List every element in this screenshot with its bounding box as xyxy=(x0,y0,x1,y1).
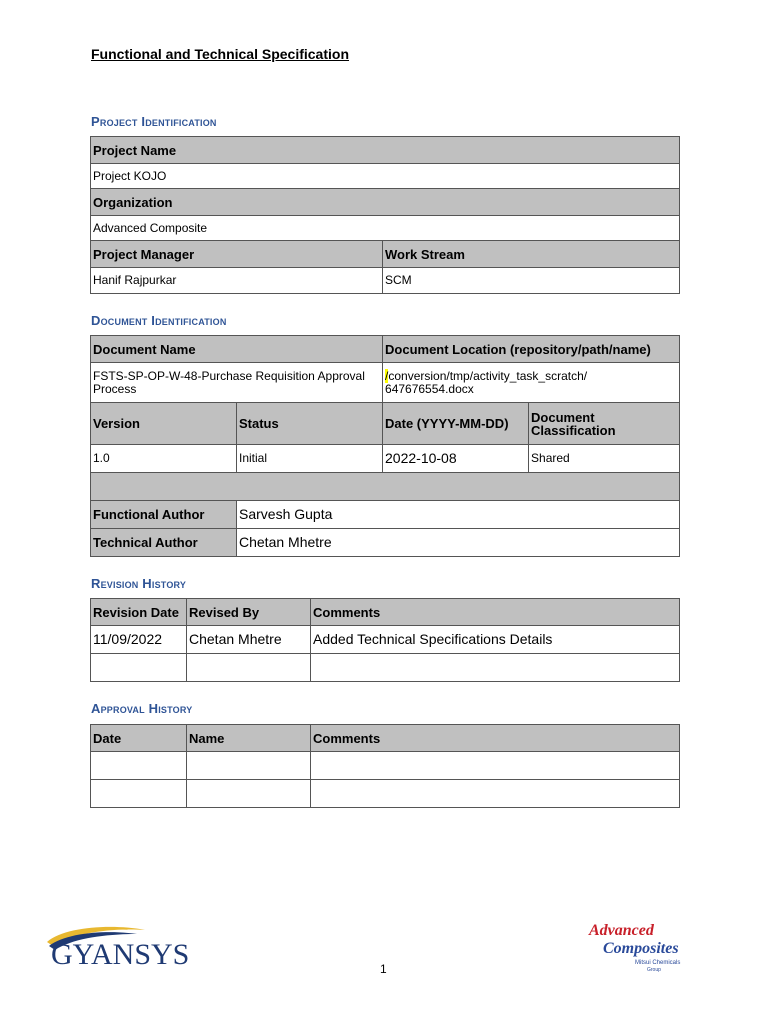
organization-value: Advanced Composite xyxy=(91,216,680,241)
approval-column-header: Comments xyxy=(311,725,680,752)
revision-comments-cell: Added Technical Specifications Details xyxy=(311,626,680,654)
revision-column-header: Revision Date xyxy=(91,599,187,626)
document-title: Functional and Technical Specification xyxy=(91,46,350,62)
revision-date-cell xyxy=(91,654,187,682)
document-location-value xyxy=(383,363,680,403)
document-identification-heading: Document Identification xyxy=(91,313,227,328)
logo-line-mitsui: Mitsui Chemicals xyxy=(635,960,681,966)
page-number: 1 xyxy=(380,962,387,976)
approval-history-heading: Approval History xyxy=(91,701,193,716)
status-value: Initial xyxy=(237,445,383,473)
project-name-label: Project Name xyxy=(91,137,680,164)
approval-name-cell xyxy=(187,752,311,780)
date-label: Date (YYYY-MM-DD) xyxy=(383,403,529,445)
revision-column-header: Revised By xyxy=(187,599,311,626)
logo-line-group: Group xyxy=(647,967,661,973)
version-value: 1.0 xyxy=(91,445,237,473)
logo-line-advanced: Advanced xyxy=(589,922,654,939)
project-identification-heading: Project Identification xyxy=(91,114,217,129)
separator-row xyxy=(91,473,680,501)
status-label: Status xyxy=(237,403,383,445)
advanced-composites-logo xyxy=(585,918,685,974)
logo-line-composites: Composites xyxy=(603,940,679,957)
revised-by-cell: Chetan Mhetre xyxy=(187,626,311,654)
advanced-composites-logo-icon xyxy=(585,918,685,974)
functional-author-label: Functional Author xyxy=(91,501,237,529)
technical-author-value: Chetan Mhetre xyxy=(237,529,680,557)
approval-name-cell xyxy=(187,780,311,808)
project-identification-table xyxy=(90,136,680,294)
work-stream-value: SCM xyxy=(383,268,680,294)
organization-label: Organization xyxy=(91,189,680,216)
gyansys-logo-text: GYANSYS xyxy=(51,938,190,971)
classification-value: Shared xyxy=(529,445,680,473)
revision-date-cell: 11/09/2022 xyxy=(91,626,187,654)
table-row xyxy=(91,626,680,654)
table-row xyxy=(91,752,680,780)
document-name-label: Document Name xyxy=(91,336,383,363)
project-name-value: Project KOJO xyxy=(91,164,680,189)
document-name-value: FSTS-SP-OP-W-48-Purchase Requisition Approval Process xyxy=(91,363,383,403)
revision-comments-cell xyxy=(311,654,680,682)
document-identification-table xyxy=(90,335,680,557)
approval-date-cell xyxy=(91,752,187,780)
work-stream-label: Work Stream xyxy=(383,241,680,268)
approval-column-header: Date xyxy=(91,725,187,752)
approval-column-header: Name xyxy=(187,725,311,752)
table-row xyxy=(91,780,680,808)
approval-date-cell xyxy=(91,780,187,808)
approval-comments-cell xyxy=(311,752,680,780)
version-label: Version xyxy=(91,403,237,445)
project-manager-value: Hanif Rajpurkar xyxy=(91,268,383,294)
approval-comments-cell xyxy=(311,780,680,808)
gyansys-logo xyxy=(45,920,230,980)
technical-author-label: Technical Author xyxy=(91,529,237,557)
date-value: 2022-10-08 xyxy=(383,445,529,473)
revised-by-cell xyxy=(187,654,311,682)
revision-column-header: Comments xyxy=(311,599,680,626)
location-highlight: / xyxy=(385,368,389,383)
functional-author-value: Sarvesh Gupta xyxy=(237,501,680,529)
gyansys-logo-icon xyxy=(45,920,230,980)
table-row xyxy=(91,654,680,682)
document-location-label: Document Location (repository/path/name) xyxy=(383,336,680,363)
revision-history-table xyxy=(90,598,680,682)
project-manager-label: Project Manager xyxy=(91,241,383,268)
approval-history-table xyxy=(90,724,680,808)
revision-history-heading: Revision History xyxy=(91,576,187,591)
classification-label: Document Classification xyxy=(529,403,680,445)
location-path: conversion/tmp/activity_task_scratch/ 647676554.docx xyxy=(385,368,588,396)
